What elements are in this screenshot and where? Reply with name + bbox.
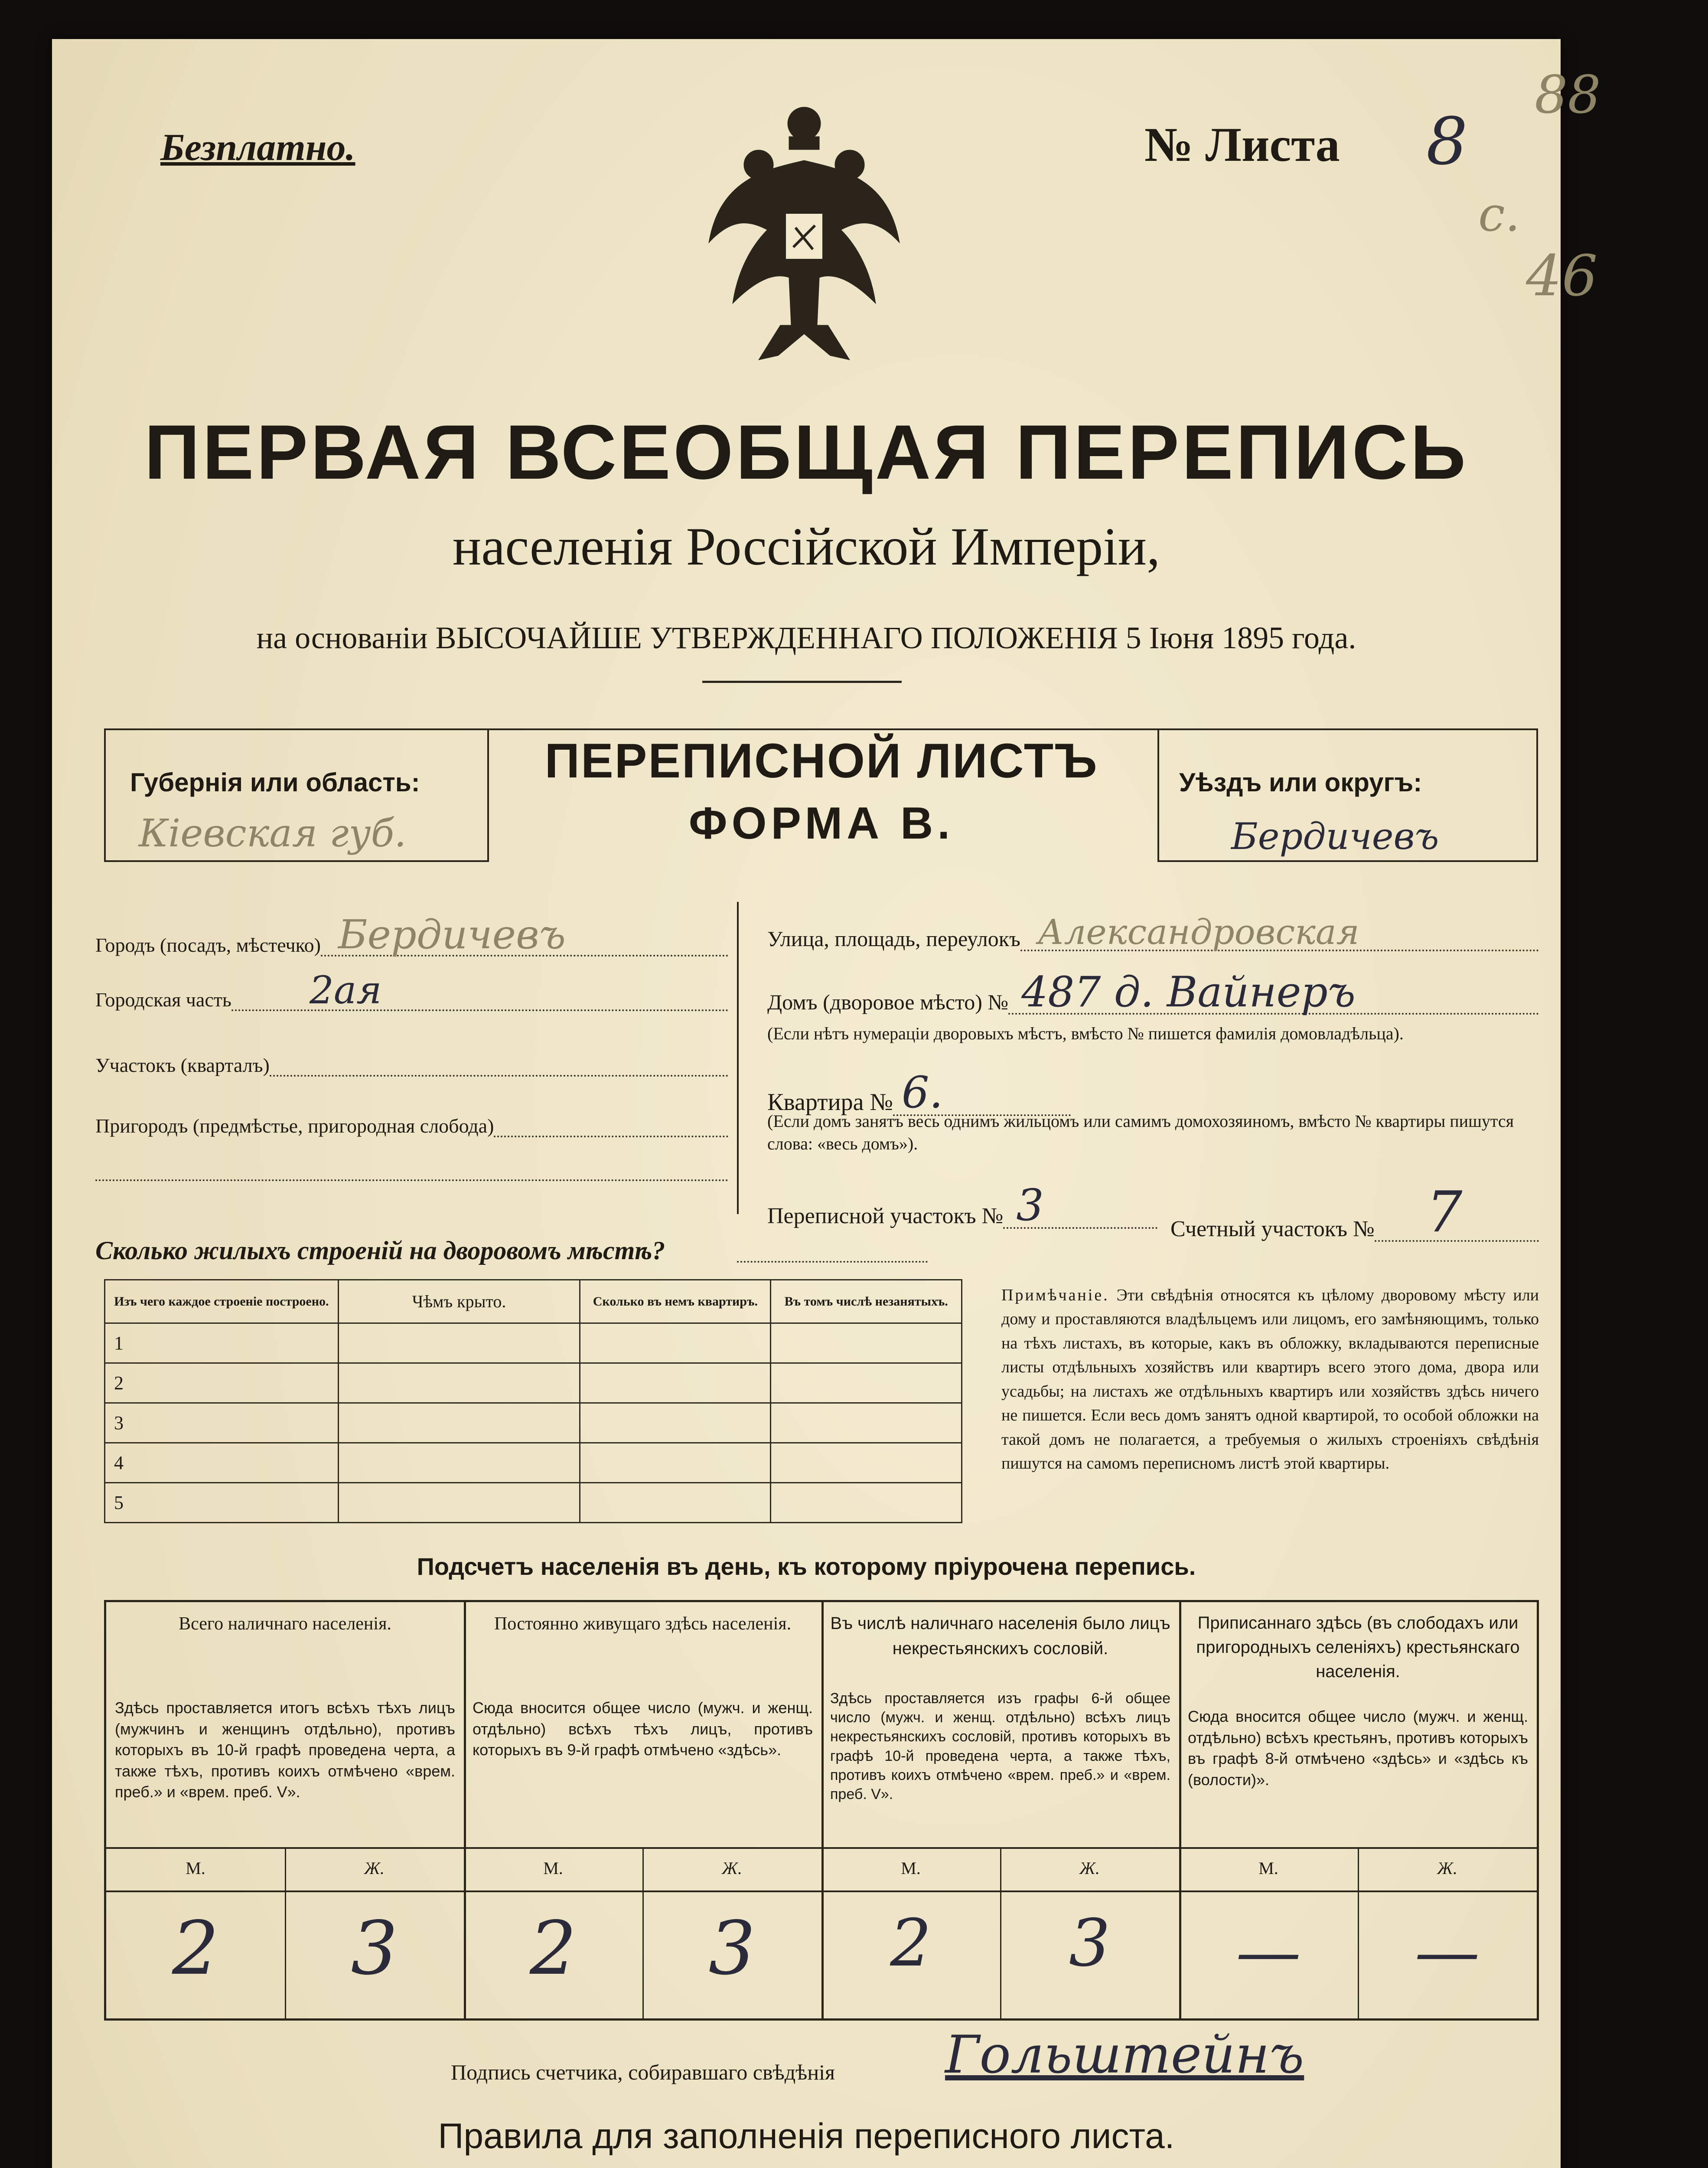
free-label: Безплатно.	[160, 127, 355, 169]
province-label: Губернія или область:	[130, 768, 420, 797]
buildings-col-roof: Чѣмъ крыто.	[338, 1280, 580, 1323]
count-col-total-body: Здѣсь проставляется итогъ всѣхъ тѣхъ лицъ (мужчинъ и женщинъ отдѣльно), противъ которыхъ въ 10-й графѣ проведена черта, а также тѣхъ, противъ коихъ отмѣчено «врем. преб.» и «врем. преб. V».	[115, 1699, 455, 1801]
street-value: Александровская	[1020, 915, 1539, 951]
census-area-value: 3	[1003, 1184, 1157, 1229]
table-row: 1	[105, 1323, 339, 1363]
count-resident-male: 2	[529, 1906, 577, 1992]
buildings-col-apartments: Сколько въ немъ квартиръ.	[580, 1280, 771, 1323]
pencil-mark-88: 88	[1535, 65, 1601, 125]
form-title: ПЕРЕПИСНОЙ ЛИСТЪ	[544, 734, 1098, 788]
count-total-male: 2	[172, 1906, 219, 1992]
apartment-label: Квартира №	[767, 1089, 893, 1116]
m-label: М.	[1258, 1858, 1278, 1878]
count-title: Подсчетъ населенія въ день, къ которому пріурочена перепись.	[417, 1553, 1196, 1580]
count-nonpeasant-male: 2	[890, 1906, 932, 1981]
sheet-number-value: 8	[1426, 104, 1468, 180]
enumerator-signature: Гольштейнъ	[945, 2025, 1304, 2085]
precinct-label: Участокъ (кварталъ)	[95, 1054, 270, 1076]
apartment-value: 6.	[893, 1071, 1071, 1116]
table-row: 2	[105, 1363, 339, 1403]
suburb-field	[95, 1114, 728, 1137]
count-col-resident-body: Сюда вносится общее число (мужч. и женщ. отдѣльно) всѣхъ тѣхъ лицъ, противъ которыхъ въ 9-й графѣ отмѣчено «здѣсь».	[473, 1699, 813, 1759]
count-peasant-female: —	[1415, 1914, 1480, 1990]
city-value: Бердичевъ	[321, 915, 728, 957]
buildings-col-vacant: Въ томъ числѣ незанятыхъ.	[771, 1280, 962, 1323]
m-label: М.	[543, 1858, 563, 1878]
census-area-label: Переписной участокъ №	[767, 1204, 1004, 1228]
count-col-nonpeasant-body: Здѣсь проставляется изъ графы 6-й общее число (мужч. и женщ. отдѣльно) всѣхъ лицъ некрестьянскихъ сословій, противъ которыхъ въ графѣ 10-й проведена черта, а также тѣхъ, противъ коихъ отмѣчено «врем. преб.» и «врем. преб. V».	[830, 1690, 1170, 1802]
count-col-total-head: Всего наличнаго населенія.	[179, 1614, 391, 1634]
district-label: Уѣздъ или округъ:	[1179, 768, 1422, 797]
province-value: Кіевская губ.	[139, 811, 407, 855]
subtitle: населенія Россійской Имперіи,	[452, 517, 1160, 576]
table-row: 4	[105, 1443, 339, 1483]
census-form-page	[52, 39, 1601, 2168]
f-label: Ж.	[1437, 1858, 1457, 1878]
buildings-col-material: Изъ чего каждое строеніе построено.	[105, 1280, 339, 1323]
district-value: Бердичевъ	[1231, 815, 1439, 858]
count-area-field	[1170, 1179, 1539, 1245]
m-label: М.	[186, 1858, 205, 1878]
buildings-note	[1001, 1283, 1539, 1476]
f-label: Ж.	[1079, 1858, 1100, 1878]
count-peasant-male: —	[1236, 1914, 1301, 1990]
count-col-peasant-body: Сюда вносится общее число (мужч. и женщ. отдѣльно) всѣхъ крестьянъ, противъ которыхъ въ графѣ 8-й отмѣчено «здѣсь» и «здѣсь къ (волости)».	[1188, 1708, 1528, 1789]
table-row: 5	[105, 1483, 339, 1523]
apartment-field	[767, 1067, 1071, 1118]
city-part-label: Городская часть	[95, 989, 231, 1011]
imperial-eagle-emblem	[702, 100, 906, 369]
form-name: ФОРМА В.	[688, 798, 955, 849]
city-part-value: 2ая	[231, 971, 728, 1011]
city-field	[95, 911, 728, 958]
count-area-label: Счетный участокъ №	[1170, 1217, 1375, 1241]
street-field	[767, 912, 1539, 952]
precinct-field	[95, 1054, 728, 1077]
sheet-number-label: № Листа	[1144, 118, 1340, 172]
city-part-field	[95, 968, 728, 1012]
suburb-extra-line	[95, 1175, 728, 1181]
m-label: М.	[901, 1858, 921, 1878]
house-field	[767, 968, 1539, 1016]
count-area-value: 7	[1375, 1184, 1539, 1242]
census-area-field	[767, 1180, 1157, 1231]
count-nonpeasant-female: 3	[1069, 1906, 1111, 1981]
house-value: 487 д. Вайнеръ	[1008, 971, 1539, 1015]
pencil-mark-46: 46	[1526, 243, 1598, 309]
rules-title: Правила для заполненія переписного листа.	[438, 2116, 1175, 2156]
house-label: Домъ (дворовое мѣсто) №	[767, 990, 1009, 1014]
count-col-peasant-head: Приписаннаго здѣсь (въ слободахъ или пригородныхъ селеніяхъ) крестьянскаго населенія.	[1196, 1613, 1520, 1681]
suburb-label: Пригородъ (предмѣстье, пригородная слобода)	[95, 1115, 494, 1137]
buildings-note-text: Эти свѣдѣнія относятся къ цѣлому дворовому мѣсту или дому и проставляются владѣльцемъ или лицомъ, его замѣняющимъ, только на тѣхъ листахъ, въ которые, какъ въ обложку, вкладываются переписные листы отдѣльныхъ хозяйствъ или квартиръ всего этого дома, двора или усадьбы; на листахъ же отдѣльныхъ квартиръ или хозяйствъ здѣсь ничего не пишется. Если весь домъ занятъ одной квартирой, то особой обложки на такой домъ не полагается, а требуемыя о жилыхъ строеніяхъ свѣдѣнія пишутся на самомъ переписномъ листѣ этой квартиры.	[1001, 1286, 1539, 1473]
buildings-note-title: Примѣчаніе.	[1001, 1286, 1109, 1304]
count-col-nonpeasant-head: Въ числѣ наличнаго населенія было лицъ некрестьянскихъ сословій.	[830, 1614, 1170, 1658]
f-label: Ж.	[364, 1858, 385, 1878]
table-row: 3	[105, 1403, 339, 1443]
legal-basis: на основаніи ВЫСОЧАЙШЕ УТВЕРЖДЕННАГО ПОЛОЖЕНІЯ 5 Іюня 1895 года.	[256, 620, 1356, 655]
count-table	[104, 1600, 1539, 2021]
street-label: Улица, площадь, переулокъ	[767, 927, 1020, 951]
main-title: ПЕРВАЯ ВСЕОБЩАЯ ПЕРЕПИСЬ	[144, 409, 1469, 495]
address-divider	[737, 902, 739, 1214]
title-rule	[702, 681, 902, 683]
f-label: Ж.	[722, 1858, 742, 1878]
city-label: Городъ (посадъ, мѣстечко)	[95, 934, 321, 956]
house-note: (Если нѣтъ нумераціи дворовыхъ мѣстъ, вмѣсто № пишется фамилія домовладѣльца).	[767, 1024, 1404, 1043]
pencil-mark-c: c.	[1478, 186, 1520, 242]
apartment-note: (Если домъ занятъ весь однимъ жильцомъ или самимъ домохозяиномъ, вмѣсто № квартиры пишутся слова: «весь домъ»).	[767, 1111, 1514, 1153]
count-total-female: 3	[351, 1906, 398, 1992]
buildings-question: Сколько жилыхъ строеній на дворовомъ мѣстѣ?	[95, 1236, 665, 1265]
count-resident-female: 3	[708, 1906, 756, 1992]
buildings-table	[104, 1279, 962, 1523]
count-col-resident-head: Постоянно живущаго здѣсь населенія.	[494, 1614, 792, 1634]
enumerator-signature-label: Подпись счетчика, собиравшаго свѣдѣнія	[451, 2060, 835, 2084]
